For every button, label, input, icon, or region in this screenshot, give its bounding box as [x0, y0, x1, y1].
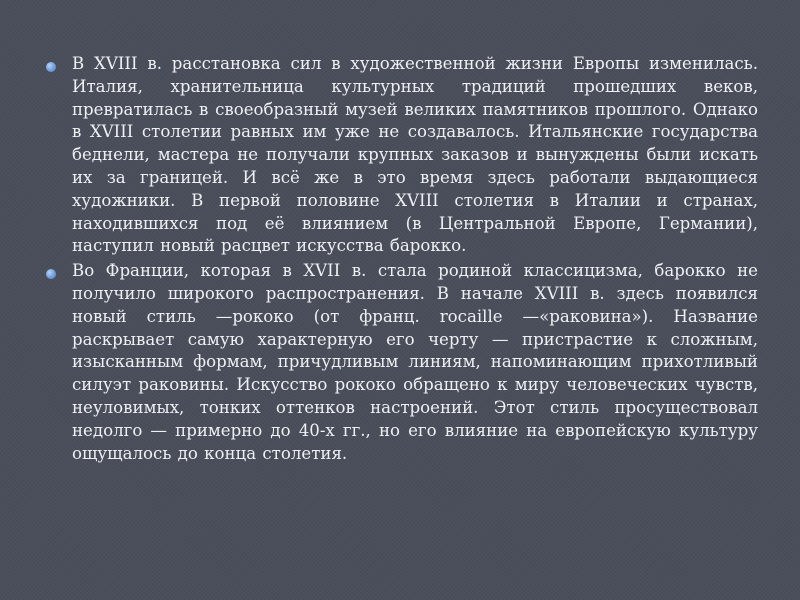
bullet-text-2: Во Франции, которая в XVII в. стала родиной классицизма, барокко не получило широкого распространения. В начале XVIII в. здесь появился новый стиль —рококо (от франц. rocaille —«раковина»). Название раскрывает самую характерную его черту — пристрастие к сложным, изысканным формам, причудливым линиям, напоминающим прихотливый силуэт раковины. Искусство рококо обращено к миру человеческих чувств, неуловимых, тонких оттенков настроений. Этот стиль просуществовал недолго — примерно до 40-х гг., но его влияние на европейскую культуру ощущалось до конца столетия. [72, 261, 758, 463]
bullet-dot-icon [46, 269, 56, 279]
bullet-text-1: В XVIII в. расстановка сил в художественной жизни Европы изменилась. Италия, хранительница культурных традиций прошедших веков, превратилась в своеобразный музей великих памятников прошлого. Однако в XVIII столетии равных им уже не создавалось. Итальянские государства беднели, мастера не получали крупных заказов и вынуждены были искать их за границей. И всё же в это время здесь работали выдающиеся художники. В первой половине XVIII столетия в Италии и странах, находившихся под её влиянием (в Центральной Европе, Германии), наступил новый расцвет искусства барокко. [72, 54, 758, 256]
bullet-item-2 [46, 260, 758, 465]
bullet-dot-icon [46, 62, 56, 72]
slide-content [46, 53, 758, 467]
bullet-item-1 [46, 53, 758, 258]
